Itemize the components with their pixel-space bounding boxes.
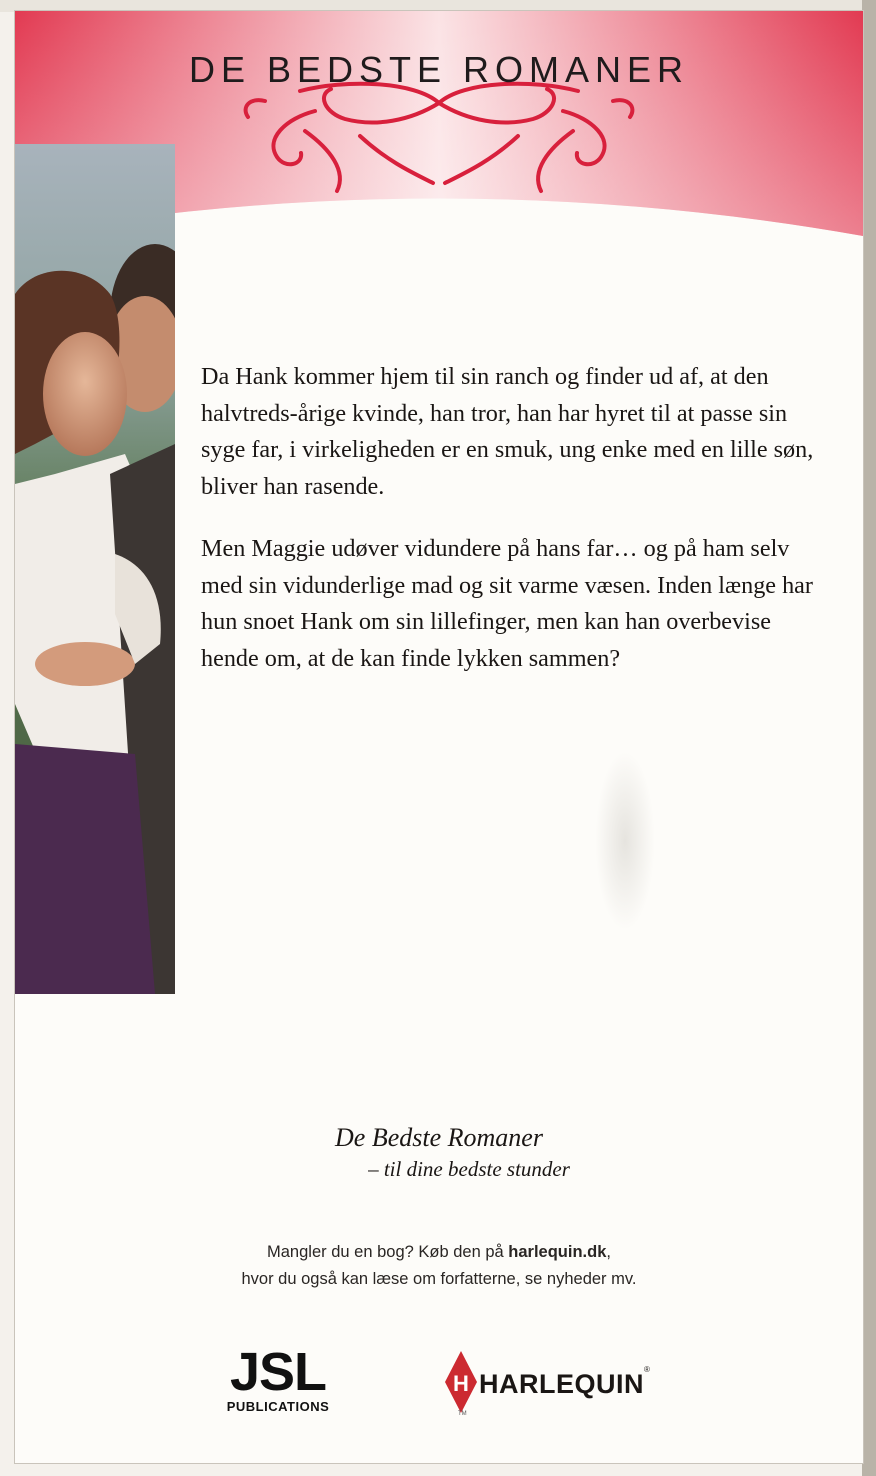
harlequin-name: HARLEQUIN	[479, 1369, 644, 1399]
jsl-logo	[213, 1342, 343, 1414]
blurb-paragraph-2: Men Maggie udøver vidundere på hans far… og på ham selv med sin vidunderlige mad og sit varme væsen. Inden længe har hun snoet Hank om sin lillefinger, men kan han overbevise hende om, at de kan finde lykken sammen?	[201, 535, 813, 672]
book-back-cover	[14, 10, 864, 1464]
shop-line-2: hvor du også kan læse om forfatterne, se nyheder mv.	[241, 1270, 637, 1288]
blurb-paragraph-1: Da Hank kommer hjem til sin ranch og finder ud af, at den halvtreds-årige kvinde, han tror, han har hyret til at passe sin syge far, i virkeligheden er en smuk, ung enke med en lille søn, bliver han rasende.	[201, 363, 814, 500]
shop-line-1	[15, 1239, 863, 1266]
couple-illustration	[15, 144, 175, 994]
shop-text: Mangler du en bog? Køb den på	[267, 1243, 509, 1261]
page-edge-right	[862, 0, 876, 1476]
tagline-title: De Bedste Romaner	[335, 1123, 543, 1152]
shop-info	[15, 1239, 863, 1293]
harlequin-logo	[445, 1349, 665, 1419]
shop-link[interactable]: harlequin.dk	[508, 1243, 607, 1261]
paper-stain	[595, 751, 655, 931]
cover-photo-couple	[15, 144, 175, 994]
trademark-mark: TM	[458, 1411, 467, 1417]
harlequin-logo-letter: H	[453, 1371, 469, 1396]
harlequin-diamond-icon	[445, 1351, 477, 1413]
tagline-subtitle: – til dine bedste stunder	[368, 1157, 570, 1181]
registered-mark: ®	[644, 1365, 650, 1374]
book-blurb	[201, 359, 831, 703]
series-title: DE BEDSTE ROMANER	[188, 49, 690, 90]
jsl-subtitle: PUBLICATIONS	[226, 1399, 330, 1414]
jsl-name: JSL	[229, 1342, 327, 1402]
shop-punct: ,	[606, 1243, 611, 1261]
